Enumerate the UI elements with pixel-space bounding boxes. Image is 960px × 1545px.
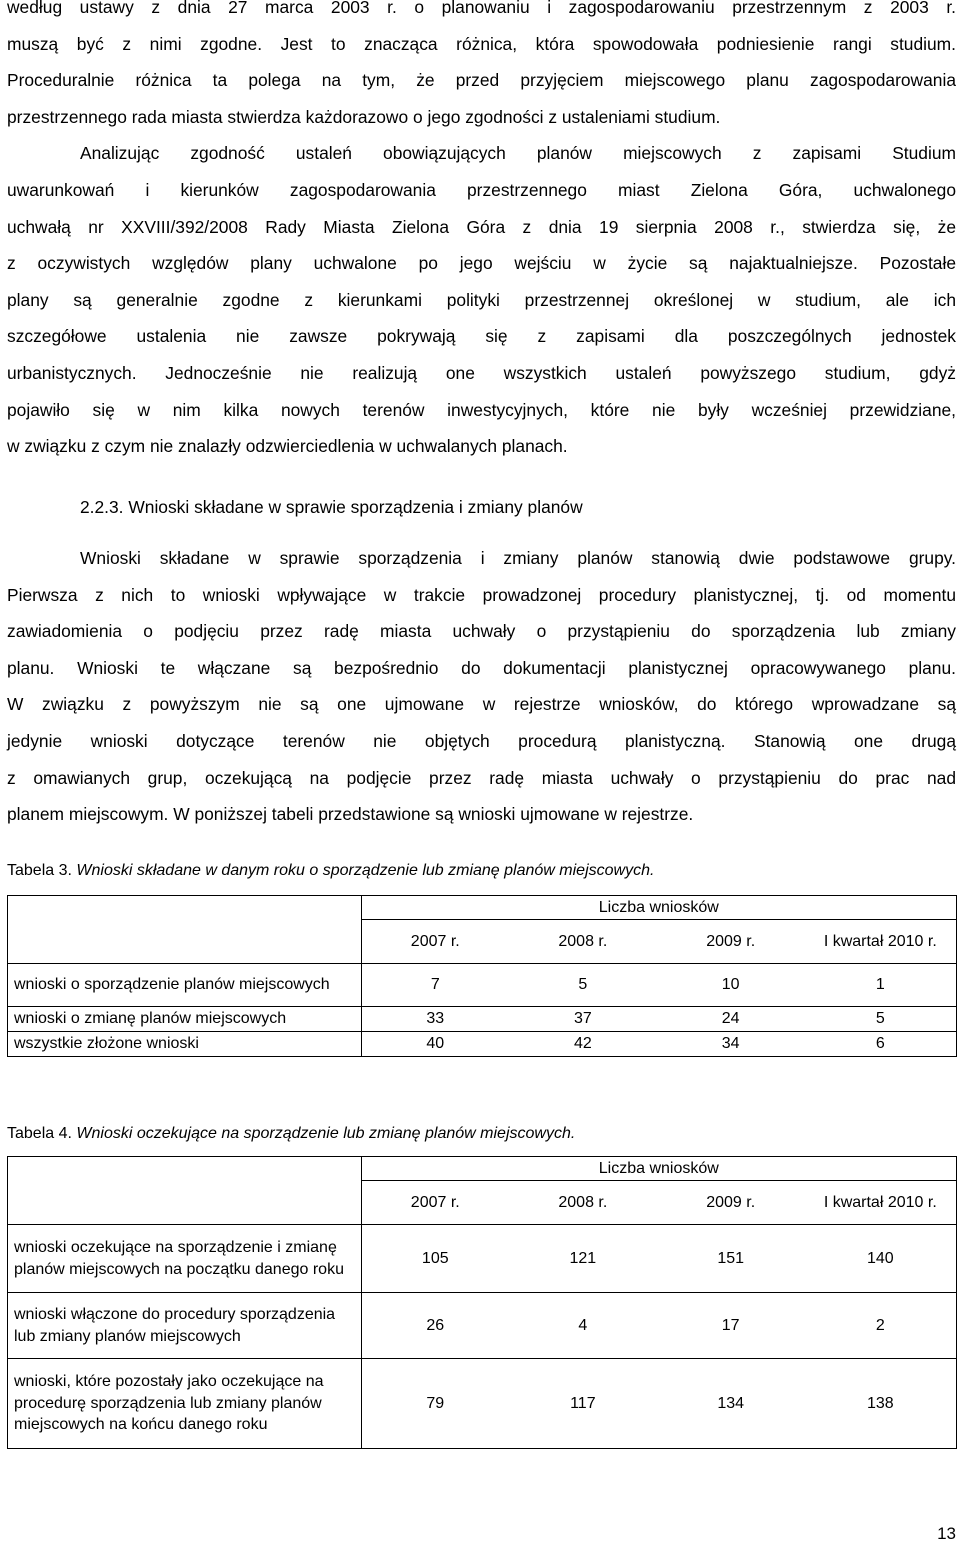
table-cell: 140 [805, 1225, 957, 1293]
text-line: przestrzennego rada miasta stwierdza każdorazowo o jego zgodności z ustaleniami studium. [7, 106, 721, 127]
text-line: muszą być z nimi zgodne. Jest to znacząca różnica, która spowodowała podniesienie rangi studium. [7, 33, 956, 54]
text-line: z omawianych grup, oczekującą na podjęcie przez radę miasta uchwały o przystąpieniu do prac nad [7, 767, 956, 788]
text-line: W związku z powyższym nie są one ujmowane w rejestrze wniosków, do którego wprowadzane są [7, 694, 956, 715]
paragraph-applications [7, 540, 956, 833]
table4-col-2009: 2009 r. [657, 1181, 805, 1225]
table-cell: 117 [509, 1359, 657, 1449]
table-cell: 26 [361, 1293, 509, 1359]
table-cell: 33 [361, 1007, 509, 1032]
text-line: uwarunkowań i kierunków zagospodarowania przestrzennego miast Zielona Góra, uchwalonego [7, 179, 956, 200]
table4-col-q1-2010: I kwartał 2010 r. [805, 1181, 957, 1225]
table3-corner [8, 896, 362, 964]
table3-col-q1-2010: I kwartał 2010 r. [805, 920, 957, 964]
text-line: planu. Wnioski te włączane są bezpośrednio do dokumentacji planistycznej opracowywanego planu. [7, 657, 956, 678]
text-line: uchwałą nr XXVIII/392/2008 Rady Miasta Zielona Góra z dnia 19 sierpnia 2008 r., stwierdza się, że [7, 216, 956, 237]
table-cell: 105 [361, 1225, 509, 1293]
text-line: plany są generalnie zgodne z kierunkami polityki przestrzennej określonej w studium, ale ich [7, 289, 956, 310]
table4-corner [8, 1157, 362, 1225]
text-line: Analizując zgodność ustaleń obowiązujących planów miejscowych z zapisami Studium [80, 143, 956, 164]
text-line: urbanistycznych. Jednocześnie nie realizują one wszystkich ustaleń powyższego studium, gdyż [7, 362, 956, 383]
table3-col-2007: 2007 r. [361, 920, 509, 964]
table3-group-header: Liczba wniosków [361, 896, 956, 920]
text-line: Pierwsza z nich to wnioski wpływające w trakcie prowadzonej procedury planistycznej, tj. od momentu [7, 584, 956, 605]
section-heading [80, 492, 583, 522]
table3-caption-prefix: Tabela 3. [7, 862, 72, 879]
table-row [8, 896, 957, 920]
table-cell: 151 [657, 1225, 805, 1293]
table-row [8, 1293, 957, 1359]
table-row [8, 1225, 957, 1293]
table4-caption-text: Wnioski oczekujące na sporządzenie lub zmianę planów miejscowych. [71, 1125, 576, 1142]
table-row [8, 1359, 957, 1449]
text-line: jedynie wnioski dotyczące terenów nie objętych procedurą planistyczną. Stanowią one drugą [7, 730, 956, 751]
table-cell: 2 [805, 1293, 957, 1359]
table3-row-label: wszystkie złożone wnioski [8, 1032, 362, 1057]
table-cell: 7 [361, 964, 509, 1007]
table-cell: 134 [657, 1359, 805, 1449]
table-row [8, 1032, 957, 1057]
table-cell: 24 [657, 1007, 805, 1032]
table3-col-2009: 2009 r. [657, 920, 805, 964]
table4-row-label: wnioski włączone do procedury sporządzenia lub zmiany planów miejscowych [8, 1293, 362, 1359]
table-cell: 40 [361, 1032, 509, 1057]
section-number: 2.2.3. [80, 497, 124, 517]
table-cell: 6 [805, 1032, 957, 1057]
table3-caption-text: Wnioski składane w danym roku o sporządzenie lub zmianę planów miejscowych. [71, 862, 655, 879]
table4 [7, 1156, 957, 1449]
table3 [7, 895, 957, 1057]
text-line: w związku z czym nie znalazły odzwierciedlenia w uchwalanych planach. [7, 436, 568, 457]
text-line: planem miejscowym. W poniższej tabeli przedstawione są wnioski ujmowane w rejestrze. [7, 804, 694, 825]
text-line: zawiadomienia o podjęciu przez radę miasta uchwały o przystąpieniu do sporządzenia lub zmiany [7, 621, 956, 642]
text-line: szczegółowe ustalenia nie zawsze pokrywają się z zapisami dla poszczególnych jednostek [7, 326, 956, 347]
table-row [8, 1157, 957, 1181]
table-cell: 5 [805, 1007, 957, 1032]
text-line: Wnioski składane w sprawie sporządzenia i zmiany planów stanowią dwie podstawowe grupy. [80, 548, 956, 568]
table-cell: 17 [657, 1293, 805, 1359]
table4-caption [7, 1123, 575, 1145]
table-cell: 34 [657, 1032, 805, 1057]
table3-row-label: wnioski o sporządzenie planów miejscowych [8, 964, 362, 1007]
text-line: pojawiło się w nim kilka nowych terenów inwestycyjnych, które nie były wcześniej przewidziane, [7, 399, 956, 420]
table3-row-label: wnioski o zmianę planów miejscowych [8, 1007, 362, 1032]
table-row [8, 1007, 957, 1032]
table-cell: 37 [509, 1007, 657, 1032]
section-title: Wnioski składane w sprawie sporządzenia i zmiany planów [128, 497, 583, 517]
table-cell: 5 [509, 964, 657, 1007]
table4-caption-prefix: Tabela 4. [7, 1125, 72, 1142]
text-line: z oczywistych względów plany uchwalone po jego wejściu w życie są najaktualniejsze. Pozostałe [7, 253, 956, 274]
document-page [7, 0, 956, 1434]
text-line: Proceduralnie różnica ta polega na tym, że przed przyjęciem miejscowego planu zagospodarowania [7, 70, 956, 91]
table4-col-2007: 2007 r. [361, 1181, 509, 1225]
table4-group-header: Liczba wniosków [361, 1157, 956, 1181]
table4-row-label: wnioski oczekujące na sporządzenie i zmianę planów miejscowych na początku danego roku [8, 1225, 362, 1293]
text-line: według ustawy z dnia 27 marca 2003 r. o planowaniu i zagospodarowaniu przestrzennym z 2003 r. [7, 0, 956, 17]
table4-row-label: wnioski, które pozostały jako oczekujące na procedurę sporządzenia lub zmiany planów miejscowych na końcu danego roku [8, 1359, 362, 1449]
table-cell: 79 [361, 1359, 509, 1449]
table-row [8, 964, 957, 1007]
table-cell: 138 [805, 1359, 957, 1449]
table-cell: 42 [509, 1032, 657, 1057]
table4-col-2008: 2008 r. [509, 1181, 657, 1225]
table3-caption [7, 860, 654, 882]
page-number: 13 [937, 1524, 956, 1543]
paragraph-planning-law [7, 0, 956, 465]
table-cell: 10 [657, 964, 805, 1007]
table-cell: 121 [509, 1225, 657, 1293]
table3-col-2008: 2008 r. [509, 920, 657, 964]
table-cell: 4 [509, 1293, 657, 1359]
table-cell: 1 [805, 964, 957, 1007]
